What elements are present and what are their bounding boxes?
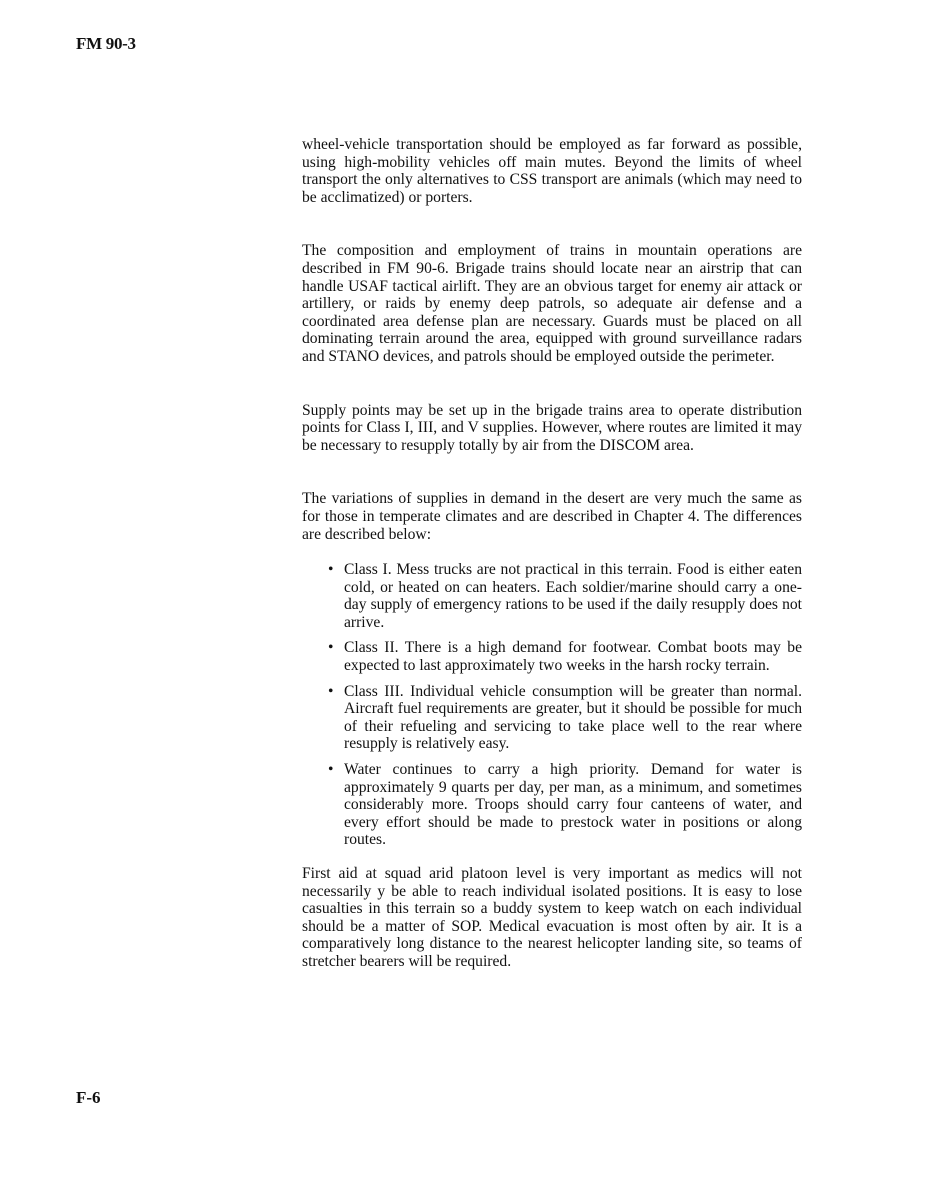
paragraph-supply-points: Supply points may be set up in the brigade trains area to operate distribution points for Class I, III, and V supplies. However, where routes are limited it may be necessary to resupply totally by air from the DISCOM area. [302, 401, 802, 454]
list-item-text: Class II. There is a high demand for footwear. Combat boots may be expected to last approximately two weeks in the harsh rocky terrain. [344, 639, 802, 675]
bullet-icon: • [328, 682, 334, 700]
document-header-code: FM 90-3 [76, 34, 136, 53]
paragraph-supply-variations: The variations of supplies in demand in the desert are very much the same as for those in temperate climates and are described in Chapter 4. The differences are described below: [302, 490, 802, 543]
page-number: F-6 [76, 1088, 101, 1107]
paragraph-first-aid: First aid at squad arid platoon level is very important as medics will not necessarily y be able to reach individual isolated positions. It is easy to lose casualties in this terrain so a buddy system to keep watch on each individual should be a matter of SOP. Medical evacuation is most often by air. It is a comparatively long distance to the nearest helicopter landing site, so teams of stretcher bearers will be required. [302, 865, 802, 970]
paragraph-trains: The composition and employment of trains in mountain operations are described in FM 90-6. Brigade trains should locate near an airstrip that can handle USAF tactical airlift. They are an obvious target for enemy air attack or artillery, or raids by enemy deep patrols, so adequate air defense and a coordinated area defense plan are necessary. Guards must be placed on all dominating terrain around the area, equipped with ground surveillance radars and STANO devices, and patrols should be employed outside the perimeter. [302, 242, 802, 365]
list-item-text: Water continues to carry a high priority. Demand for water is approximately 9 quarts per day, per man, as a minimum, and sometimes considerably more. Troops should carry four canteens of water, and every effort should be made to prestock water in positions or along routes. [344, 761, 802, 849]
bullet-icon: • [328, 639, 334, 657]
bullet-icon: • [328, 561, 334, 579]
list-item-class-iii [328, 683, 802, 753]
list-item-class-ii [328, 639, 802, 674]
paragraph-transport: wheel-vehicle transportation should be employed as far forward as possible, using high-mobility vehicles off main mutes. Beyond the limits of wheel transport the only alternatives to CSS transport are animals (which may need to be acclimatized) or porters. [302, 136, 802, 206]
body-text [302, 136, 802, 971]
list-item-text: Class I. Mess trucks are not practical in this terrain. Food is either eaten cold, or heated on can heaters. Each soldier/marine should carry a one-day supply of emergency rations to be used if the daily resupply does not arrive. [344, 561, 802, 631]
supply-class-list [302, 561, 802, 849]
list-item-class-i [328, 561, 802, 631]
bullet-icon: • [328, 761, 334, 779]
list-item-water [328, 761, 802, 849]
list-item-text: Class III. Individual vehicle consumption will be greater than normal. Aircraft fuel requirements are greater, but it should be possible for much of their refueling and servicing to take place well to the rear where resupply is relatively easy. [344, 682, 802, 753]
